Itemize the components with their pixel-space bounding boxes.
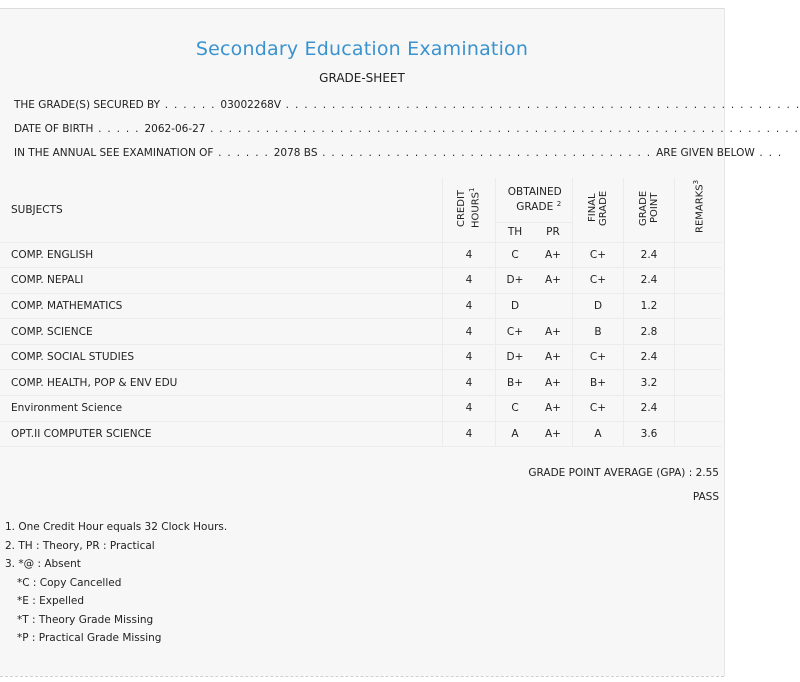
footnote-item: *E : Expelled xyxy=(17,595,85,607)
dob-label: DATE OF BIRTH xyxy=(14,123,94,135)
pr-grade-cell: A+ xyxy=(534,242,573,268)
credit-cell: 4 xyxy=(443,396,496,422)
header-obtained-grade: OBTAINED GRADE $^2$ xyxy=(496,178,573,222)
credit-cell: 4 xyxy=(443,344,496,370)
pr-grade-cell: A+ xyxy=(534,268,573,294)
th-grade-cell: D+ xyxy=(496,268,535,294)
grade-point-cell: 3.6 xyxy=(624,421,675,447)
final-grade-cell: C+ xyxy=(573,344,624,370)
final-grade-cell: D xyxy=(573,293,624,319)
remarks-cell xyxy=(675,293,723,319)
footnote-item: *P : Practical Grade Missing xyxy=(17,632,162,644)
result-status: PASS xyxy=(692,491,719,503)
table-row xyxy=(0,370,722,396)
final-grade-cell: C+ xyxy=(573,242,624,268)
footnote-item: 3. *@ : Absent xyxy=(5,558,81,570)
pr-grade-cell: A+ xyxy=(534,319,573,345)
grade-point-cell: 2.4 xyxy=(624,396,675,422)
subject-cell: Environment Science xyxy=(0,396,443,422)
bottom-divider xyxy=(0,676,724,677)
subject-cell: COMP. NEPALI xyxy=(0,268,443,294)
gpa-summary: GRADE POINT AVERAGE (GPA) : 2.55 xyxy=(528,467,719,479)
th-grade-cell: C xyxy=(496,396,535,422)
subject-cell: OPT.II COMPUTER SCIENCE xyxy=(0,421,443,447)
subject-cell: COMP. SCIENCE xyxy=(0,319,443,345)
info-line-exam: IN THE ANNUAL SEE EXAMINATION OF . . . . . . 2078 BS . . . . . . . . . . . . . . . . . . . . . . . . . . . . . . . . . . . . ARE GIVEN BELOW . . . xyxy=(14,147,783,159)
footnote-item: 1. One Credit Hour equals 32 Clock Hours. xyxy=(5,521,228,533)
top-divider xyxy=(0,8,724,9)
header-pr: PR xyxy=(534,222,573,242)
grades-table xyxy=(0,178,722,447)
table-row xyxy=(0,421,722,447)
info-line-secured-by: THE GRADE(S) SECURED BY . . . . . . 03002268V . . . . . . . . . . . . . . . . . . . . . . . . . . . . . . . . . . . . . . . . . . . . . . . . . . . . . . . . xyxy=(14,99,800,111)
subject-cell: COMP. MATHEMATICS xyxy=(0,293,443,319)
remarks-cell xyxy=(675,242,723,268)
credit-cell: 4 xyxy=(443,268,496,294)
grade-point-cell: 3.2 xyxy=(624,370,675,396)
th-grade-cell: C xyxy=(496,242,535,268)
table-row xyxy=(0,319,722,345)
dob-value: 2062-06-27 xyxy=(144,123,206,135)
subject-cell: COMP. SOCIAL STUDIES xyxy=(0,344,443,370)
footnote-item: *T : Theory Grade Missing xyxy=(17,613,154,626)
table-row xyxy=(0,268,722,294)
table-row xyxy=(0,293,722,319)
final-grade-cell: C+ xyxy=(573,268,624,294)
remarks-cell xyxy=(675,421,723,447)
pr-grade-cell: A+ xyxy=(534,344,573,370)
grade-point-cell: 2.4 xyxy=(624,268,675,294)
credit-cell: 4 xyxy=(443,319,496,345)
grade-point-cell: 2.4 xyxy=(624,344,675,370)
exam-suffix: ARE GIVEN BELOW xyxy=(656,147,755,159)
th-grade-cell: D+ xyxy=(496,344,535,370)
header-grade-point: GRADE POINT xyxy=(624,178,675,242)
th-grade-cell: A xyxy=(496,421,535,447)
header-credit-hours: CREDIT HOURS$^1$ xyxy=(443,178,496,242)
th-grade-cell: C+ xyxy=(496,319,535,345)
pr-grade-cell: A+ xyxy=(534,421,573,447)
grade-point-cell: 2.8 xyxy=(624,319,675,345)
footnote-item: *C : Copy Cancelled xyxy=(17,576,122,589)
remarks-cell xyxy=(675,370,723,396)
pr-grade-cell: A+ xyxy=(534,396,573,422)
pr-grade-cell xyxy=(534,293,573,319)
exam-year: 2078 BS xyxy=(273,147,318,159)
credit-cell: 4 xyxy=(443,242,496,268)
table-row xyxy=(0,242,722,268)
header-final-grade: FINAL GRADE xyxy=(573,178,624,242)
remarks-cell xyxy=(675,319,723,345)
pr-grade-cell: A+ xyxy=(534,370,573,396)
grade-point-cell: 1.2 xyxy=(624,293,675,319)
table-row xyxy=(0,396,722,422)
credit-cell: 4 xyxy=(443,370,496,396)
footnote-item: 2. TH : Theory, PR : Practical xyxy=(5,539,155,552)
final-grade-cell: C+ xyxy=(573,396,624,422)
footnotes xyxy=(5,518,227,648)
header-subjects: SUBJECTS xyxy=(0,178,443,242)
exam-label: IN THE ANNUAL SEE EXAMINATION OF xyxy=(14,147,214,159)
symbol-number: 03002268V xyxy=(220,99,282,111)
final-grade-cell: B xyxy=(573,319,624,345)
remarks-cell xyxy=(675,344,723,370)
subject-cell: COMP. ENGLISH xyxy=(0,242,443,268)
credit-cell: 4 xyxy=(443,421,496,447)
th-grade-cell: D xyxy=(496,293,535,319)
final-grade-cell: A xyxy=(573,421,624,447)
header-th: TH xyxy=(496,222,535,242)
page-title: Secondary Education Examination xyxy=(195,38,529,60)
secured-by-label: THE GRADE(S) SECURED BY xyxy=(14,99,161,111)
credit-cell: 4 xyxy=(443,293,496,319)
remarks-cell xyxy=(675,268,723,294)
info-line-dob: DATE OF BIRTH . . . . . 2062-06-27 . . . . . . . . . . . . . . . . . . . . . . . . . . . . . . . . . . . . . . . . . . . . . . . . . . . . . . . . . . . . . . . . xyxy=(14,123,800,135)
remarks-cell xyxy=(675,396,723,422)
final-grade-cell: B+ xyxy=(573,370,624,396)
page-subtitle: GRADE-SHEET xyxy=(319,71,405,85)
subject-cell: COMP. HEALTH, POP & ENV EDU xyxy=(0,370,443,396)
table-row xyxy=(0,344,722,370)
th-grade-cell: B+ xyxy=(496,370,535,396)
grade-point-cell: 2.4 xyxy=(624,242,675,268)
header-remarks: REMARKS$^3$ xyxy=(675,178,723,242)
